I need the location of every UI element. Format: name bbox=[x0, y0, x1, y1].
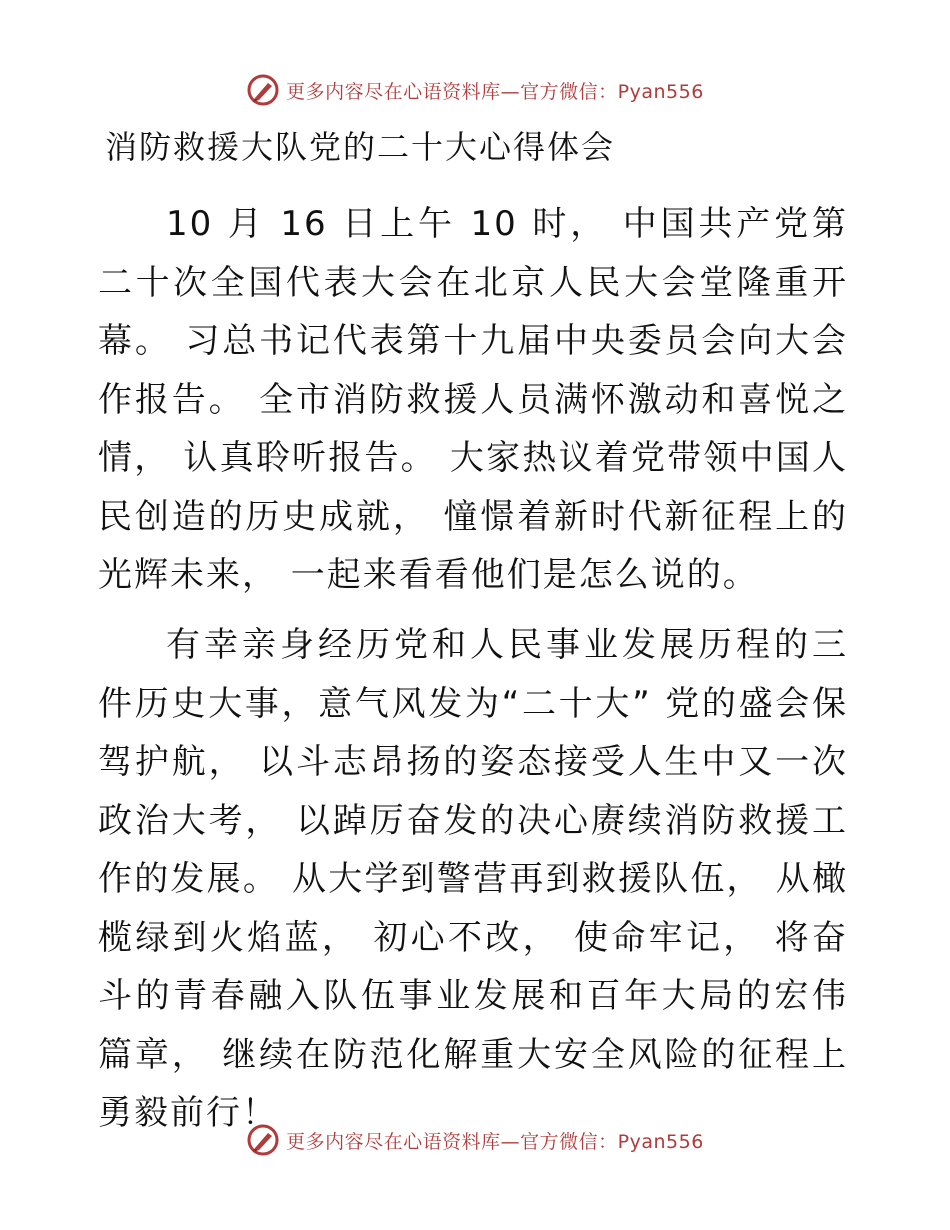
watermark-text: 更多内容尽在心语资料库—官方微信：Pyan556 bbox=[286, 80, 704, 103]
paragraph-2 bbox=[98, 616, 848, 1143]
paragraph-text: 有幸亲身经历党和人民事业发展历程的三件历史大事，意气风发为“二十大” 党的盛会保驾护航， 以斗志昂扬的姿态接受人生中又一次政治大考， 以踔厉奋发的决心赓续消防救援工作的发展。 从大学到警营再到救援队伍， 从橄榄绿到火焰蓝， 初心不改， 使命牢记， 将奋斗的青春融入队伍事业发展和百年大局的宏伟篇章， 继续在防范化解重大安全风险的征程上勇毅前行！ bbox=[98, 625, 848, 1133]
paragraph-text: 10 月 16 日上午 10 时， 中国共产党第二十次全国代表大会在北京人民大会堂隆重开幕。 习总书记代表第十九届中央委员会向大会作报告。 全市消防救援人员满怀激动和喜悦之情， 认真聆听报告。 大家热议着党带领中国人民创造的历史成就， 憧憬着新时代新征程上的光辉未来， 一起来看看他们是怎么说的。 bbox=[98, 204, 848, 595]
header-watermark bbox=[0, 70, 950, 110]
pen-logo-icon bbox=[246, 1123, 280, 1157]
document-title: 消防救援大队党的二十大心得体会 bbox=[105, 128, 616, 166]
paragraph-1 bbox=[98, 195, 848, 605]
pen-logo-icon bbox=[246, 73, 280, 107]
watermark-text: 更多内容尽在心语资料库—官方微信：Pyan556 bbox=[286, 1130, 704, 1153]
footer-watermark bbox=[0, 1120, 950, 1160]
